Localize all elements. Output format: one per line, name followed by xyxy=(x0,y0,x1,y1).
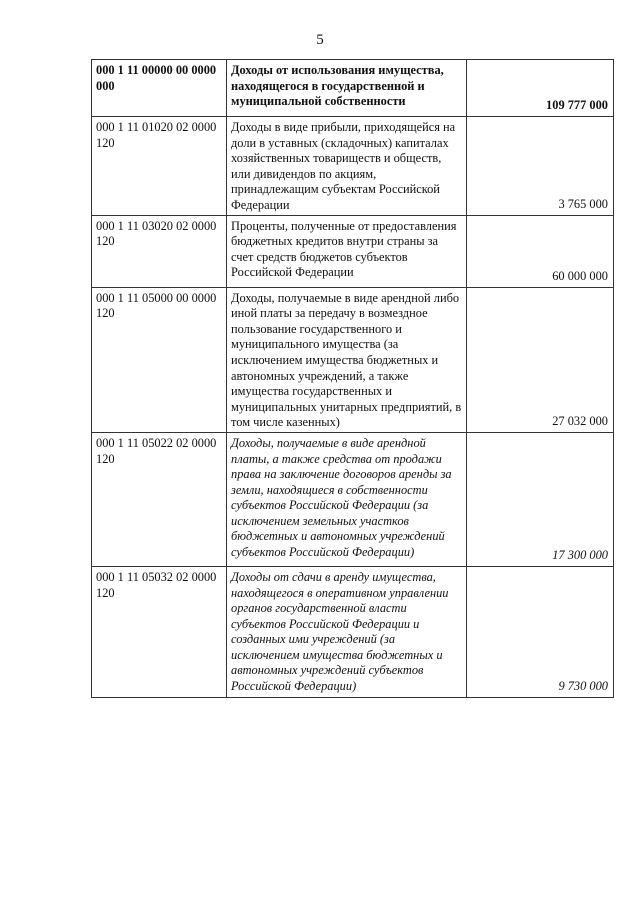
amount-cell: 17 300 000 xyxy=(467,432,614,566)
revenue-description-cell: Доходы, получаемые в виде арендной либо иной платы за передачу в возмездное пользование государственного и муниципального имущества (за исключением имущества бюджетных и автономных учреждений, а также имущества государственных и муниципальных унитарных предприятий, в том числе казенных) xyxy=(227,287,467,432)
page-number: 5 xyxy=(316,32,324,48)
revenue-description-cell: Проценты, полученные от предоставления бюджетных кредитов внутри страны за счет средств бюджетов субъектов Российской Федерации xyxy=(227,215,467,287)
amount-cell: 9 730 000 xyxy=(467,566,614,697)
table-row xyxy=(92,287,614,432)
amount-cell: 3 765 000 xyxy=(467,117,614,216)
table-row xyxy=(92,432,614,566)
budget-code-cell: 000 1 11 05032 02 0000 120 xyxy=(92,566,227,697)
budget-code-cell: 000 1 11 00000 00 0000 000 xyxy=(92,60,227,117)
table-row xyxy=(92,215,614,287)
table-row xyxy=(92,60,614,117)
revenue-description-cell: Доходы от использования имущества, находящегося в государственной и муниципальной собственности xyxy=(227,60,467,117)
budget-code-cell: 000 1 11 01020 02 0000 120 xyxy=(92,117,227,216)
amount-cell: 27 032 000 xyxy=(467,287,614,432)
budget-code-cell: 000 1 11 05000 00 0000 120 xyxy=(92,287,227,432)
revenue-table xyxy=(91,59,614,698)
budget-code-cell: 000 1 11 05022 02 0000 120 xyxy=(92,432,227,566)
revenue-description-cell: Доходы, получаемые в виде арендной платы, а также средства от продажи права на заключение договоров аренды за земли, находящиеся в собственности субъектов Российской Федерации (за исключением земельных участков бюджетных и автономных учреждений субъектов Российской Федерации) xyxy=(227,432,467,566)
budget-code-cell: 000 1 11 03020 02 0000 120 xyxy=(92,215,227,287)
revenue-description-cell: Доходы от сдачи в аренду имущества, находящегося в оперативном управлении органов государственной власти субъектов Российской Федерации и созданных ими учреждений (за исключением имущества бюджетных и автономных учреждений субъектов Российской Федерации) xyxy=(227,566,467,697)
amount-cell: 60 000 000 xyxy=(467,215,614,287)
table-row xyxy=(92,117,614,216)
amount-cell: 109 777 000 xyxy=(467,60,614,117)
revenue-description-cell: Доходы в виде прибыли, приходящейся на доли в уставных (складочных) капиталах хозяйственных товариществ и обществ, или дивидендов по акциям, принадлежащим субъектам Российской Федерации xyxy=(227,117,467,216)
table-row xyxy=(92,566,614,697)
